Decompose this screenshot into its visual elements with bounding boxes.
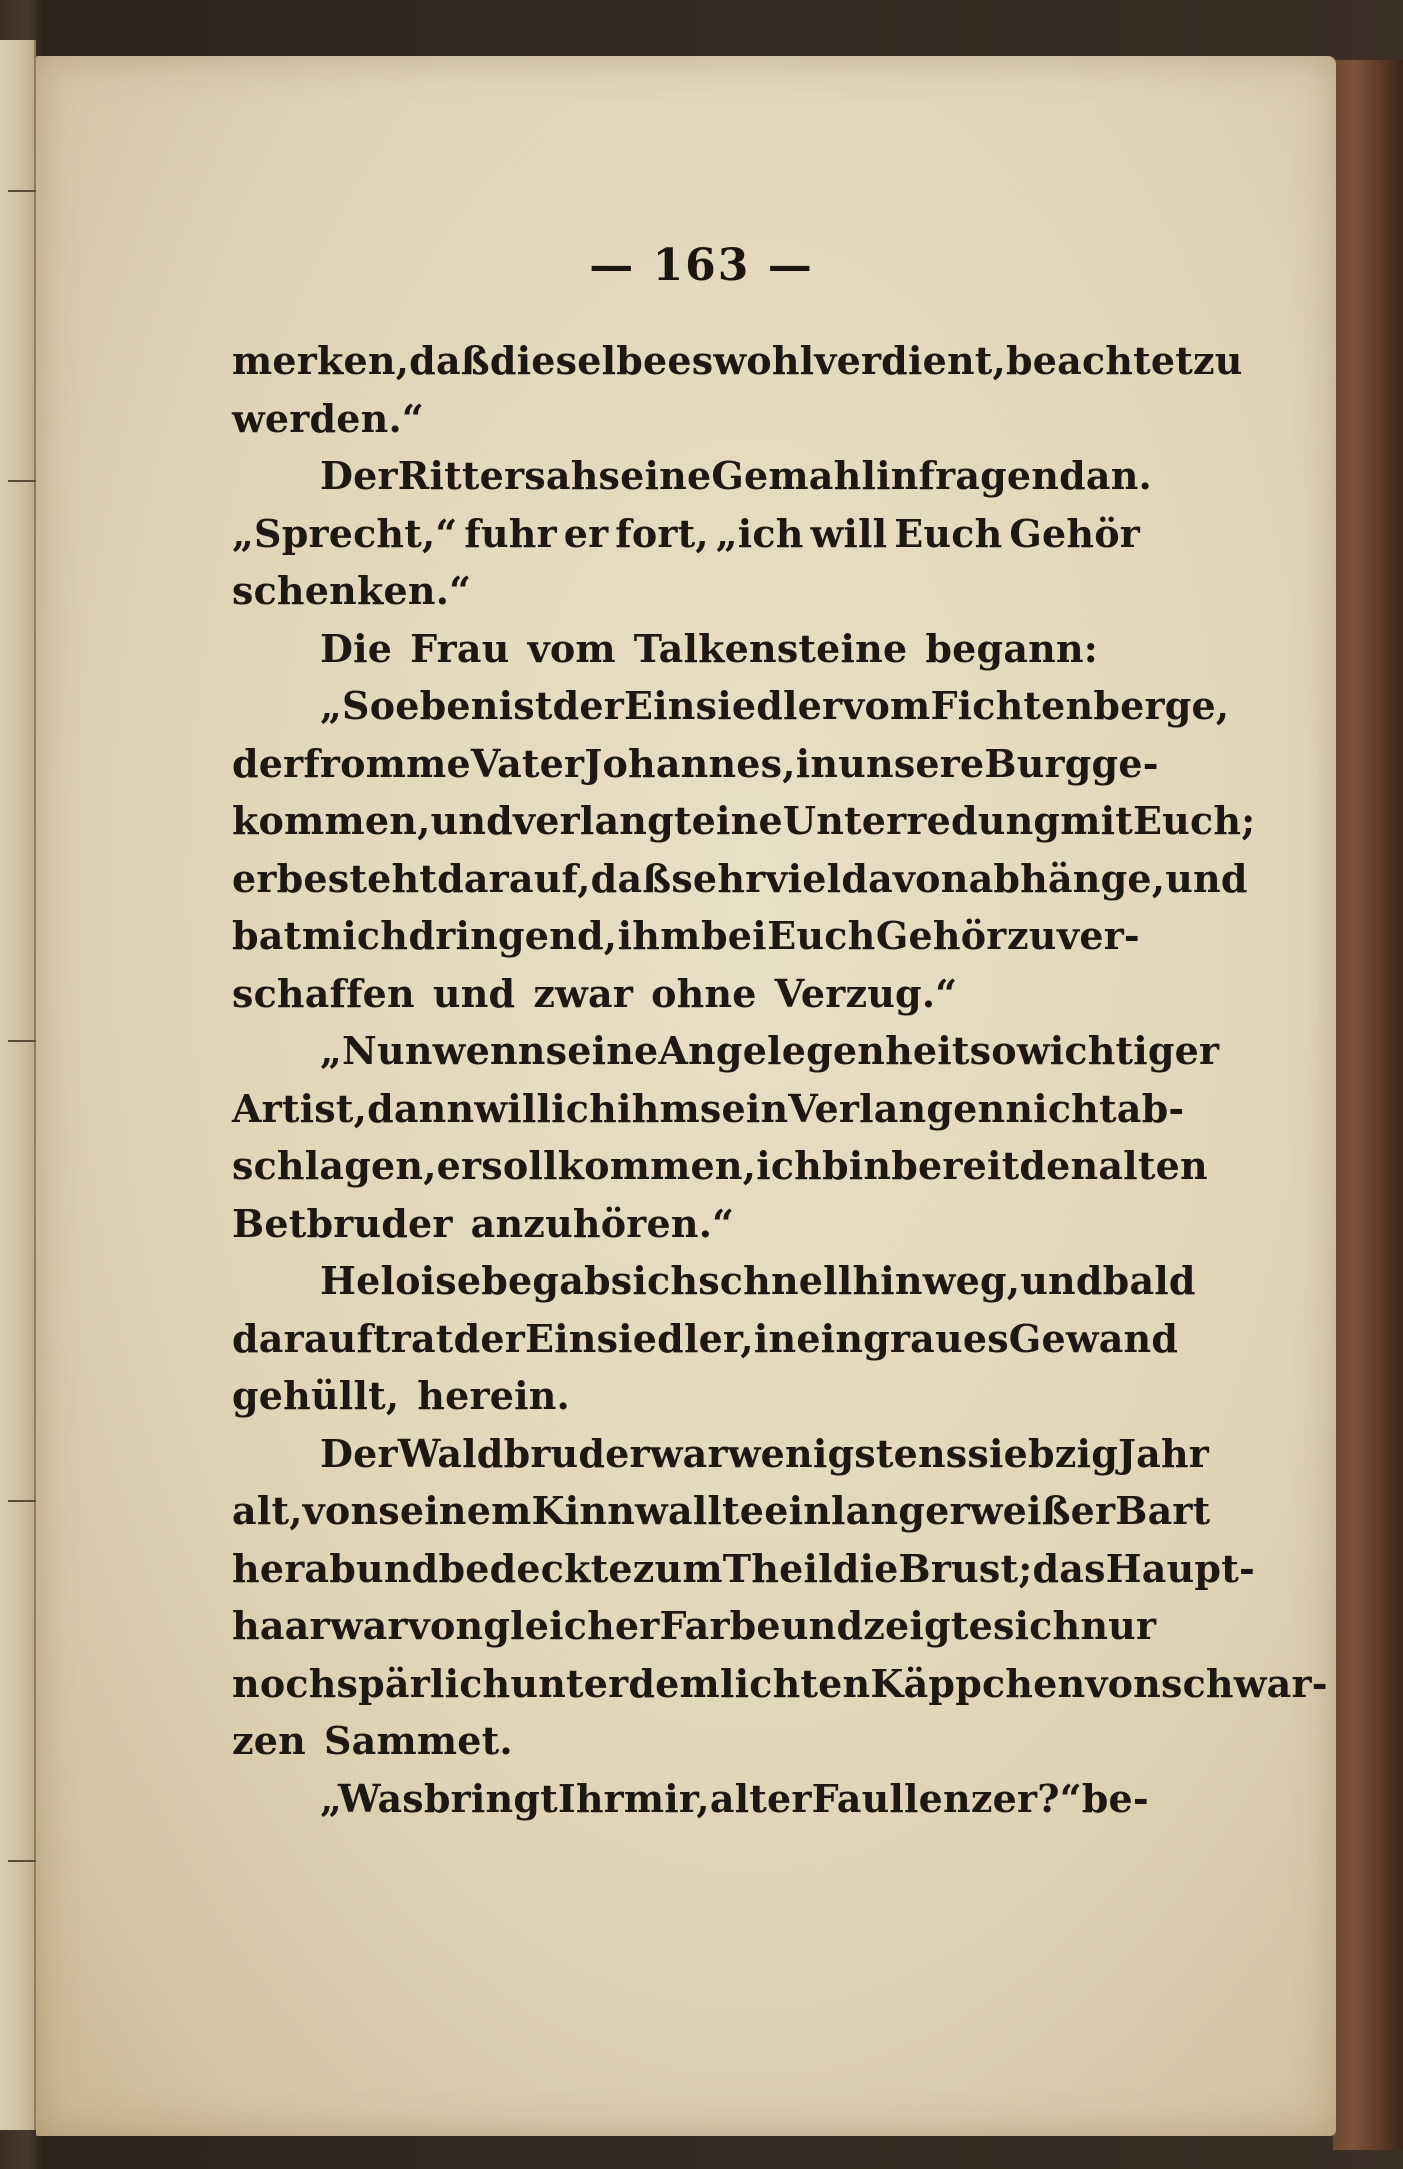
text-line	[232, 1655, 1328, 1713]
word: dieselbe	[489, 338, 668, 383]
binding-stitch	[8, 1860, 38, 1862]
word: Gewand	[1008, 1315, 1179, 1361]
word: und	[1020, 1258, 1103, 1303]
word: ohne	[651, 970, 757, 1016]
word: unter	[510, 1660, 629, 1706]
word: gehüllt,	[232, 1373, 400, 1418]
word: Verlangen	[788, 1085, 1006, 1131]
word: Ritter	[397, 453, 525, 498]
word: noch	[232, 1660, 337, 1706]
word: davon	[841, 855, 969, 901]
text-line	[232, 447, 1152, 505]
word: Der	[320, 453, 398, 498]
text-line	[232, 1712, 1140, 1770]
word: und	[780, 1603, 864, 1648]
word: von	[1085, 1660, 1161, 1706]
word: Heloise	[320, 1258, 482, 1303]
binding-stitch	[8, 480, 38, 482]
word: zwar	[533, 970, 634, 1016]
word: Farbe	[659, 1603, 781, 1648]
word: und	[1165, 855, 1248, 901]
text-line	[232, 792, 1256, 850]
word: fromme	[303, 740, 471, 786]
word: ich	[756, 1143, 822, 1188]
word: Verzug.“	[774, 970, 958, 1016]
word: mit	[1060, 798, 1133, 843]
word: wichtiger	[1016, 1028, 1220, 1073]
word: bin	[822, 1143, 892, 1188]
word: ich	[551, 1085, 617, 1131]
word: Vater	[470, 740, 585, 786]
word: schaffen	[232, 970, 415, 1016]
word: Sammet.	[323, 1718, 513, 1763]
word: be-	[1081, 1775, 1149, 1821]
text-line	[232, 907, 1140, 965]
word: von	[302, 1488, 379, 1533]
word: alt,	[232, 1488, 303, 1533]
word: „Soeben	[320, 683, 499, 728]
text-line	[232, 1482, 1211, 1540]
word: Unterredung	[782, 798, 1061, 843]
word: will	[474, 1085, 552, 1131]
word: fragend	[918, 453, 1086, 498]
word: werden.“	[232, 395, 424, 441]
text-line	[232, 965, 1140, 1023]
word: wohlverdient,	[713, 338, 1006, 383]
text-line	[232, 1195, 1140, 1253]
word: wenn	[432, 1028, 546, 1073]
word: zu	[1193, 338, 1243, 383]
word: schwar-	[1161, 1660, 1328, 1706]
word: er	[563, 510, 609, 556]
word: bei	[700, 913, 767, 958]
text-line	[232, 850, 1248, 908]
word: seine	[545, 1028, 659, 1073]
word: der	[453, 1315, 525, 1361]
word: darauf,	[437, 855, 591, 901]
word: verlangt	[512, 798, 692, 843]
word: Jahr	[1117, 1430, 1210, 1476]
word: ver-	[1057, 913, 1140, 958]
word: siebzig	[967, 1430, 1118, 1476]
text-line	[232, 1137, 1208, 1195]
word: besteht	[276, 855, 438, 901]
body-text	[232, 332, 1328, 1827]
word: sehr	[671, 855, 766, 901]
word: „Sprecht,“	[232, 510, 458, 556]
word: Waldbruder	[397, 1430, 650, 1476]
text-line	[232, 1597, 1157, 1655]
word: unsere	[838, 740, 985, 786]
word: lichten	[719, 1660, 871, 1706]
word: und	[430, 798, 513, 843]
word: „ich	[715, 510, 804, 556]
word: zeigte	[863, 1603, 993, 1648]
text-line	[232, 1022, 1220, 1080]
binding-stitch	[8, 1500, 38, 1502]
word: sah	[524, 453, 599, 498]
word: „Was	[320, 1775, 424, 1821]
word: seinem	[378, 1488, 532, 1533]
word: dem	[628, 1660, 720, 1706]
text-line	[232, 735, 1159, 793]
word: bringt	[423, 1775, 558, 1821]
word: das	[1032, 1545, 1106, 1591]
word: Der	[320, 1430, 398, 1476]
word: Käppchen	[870, 1660, 1086, 1706]
word: Euch	[767, 913, 876, 958]
word: darauf	[232, 1315, 374, 1361]
word: Einsiedler	[623, 683, 843, 728]
word: und	[432, 970, 516, 1016]
word: ist,	[299, 1085, 368, 1131]
word: Betbruder	[232, 1200, 453, 1246]
text-line	[232, 1252, 1196, 1310]
word: sich	[610, 1258, 699, 1303]
text-line	[232, 620, 1140, 678]
word: Kinn	[531, 1488, 636, 1533]
text-line	[232, 1540, 1255, 1598]
word: die	[832, 1545, 899, 1591]
word: dringend,	[408, 913, 618, 958]
word: Ihr	[557, 1775, 624, 1821]
text-line	[232, 562, 1140, 620]
leather-cover-edge	[1333, 60, 1403, 2150]
word: ab-	[1116, 1085, 1185, 1131]
text-line	[232, 1310, 1179, 1368]
text-line	[232, 332, 1243, 390]
word: herab	[232, 1545, 357, 1591]
word: weißer	[969, 1488, 1116, 1533]
word: Gehör	[875, 913, 1007, 958]
word: an.	[1085, 453, 1152, 498]
word: Brust;	[898, 1545, 1033, 1591]
word: ihm	[616, 1085, 700, 1131]
word: nur	[1080, 1603, 1157, 1648]
word: alter	[709, 1775, 812, 1821]
word: Theil	[722, 1545, 833, 1591]
word: der	[232, 740, 304, 786]
word: ist	[498, 683, 553, 728]
word: begann:	[925, 625, 1099, 671]
word: ein	[764, 1488, 832, 1533]
word: zen	[232, 1718, 306, 1763]
word: Gehör	[1009, 510, 1140, 556]
word: sein	[699, 1085, 789, 1131]
word: gleicher	[483, 1603, 660, 1648]
word: fort,	[615, 510, 709, 556]
word: mir,	[623, 1775, 710, 1821]
word: seine	[598, 453, 712, 498]
word: der	[552, 683, 624, 728]
text-line	[232, 1770, 1149, 1828]
word: Einsiedler,	[524, 1315, 754, 1361]
word: Faullenzer?“	[811, 1775, 1082, 1821]
word: es	[667, 338, 714, 383]
word: schlagen,	[232, 1143, 437, 1188]
word: wenigstens	[727, 1430, 968, 1476]
word: mich	[301, 913, 409, 958]
word: begab	[481, 1258, 611, 1303]
word: und	[356, 1545, 439, 1591]
word: ein	[796, 1315, 864, 1361]
word: er	[232, 855, 277, 901]
word: Euch;	[1132, 798, 1256, 843]
word: herein.	[417, 1373, 570, 1418]
word: bereit	[891, 1143, 1020, 1188]
word: haar	[232, 1603, 330, 1648]
word: schnell	[698, 1258, 853, 1303]
page-number: — 163 —	[589, 240, 814, 291]
word: zum	[632, 1545, 723, 1591]
word: will	[810, 510, 888, 556]
word: in	[795, 740, 839, 786]
word: daß	[409, 338, 490, 383]
word: Talkensteine	[633, 625, 908, 671]
word: daß	[590, 855, 672, 901]
word: von	[407, 1603, 484, 1648]
word: Art	[232, 1085, 300, 1131]
word: wallte	[635, 1488, 765, 1533]
word: alten	[1098, 1143, 1208, 1188]
word: Johannes,	[584, 740, 796, 786]
word: spärlich	[336, 1660, 511, 1706]
word: langer	[831, 1488, 970, 1533]
word: vom	[527, 625, 616, 671]
word: vom	[842, 683, 931, 728]
text-line	[232, 505, 1140, 563]
word: kommen,	[557, 1143, 757, 1188]
word: zu	[1006, 913, 1057, 958]
word: den	[1019, 1143, 1099, 1188]
word: so	[969, 1028, 1017, 1073]
word: nicht	[1005, 1085, 1117, 1131]
word: schenken.“	[232, 568, 472, 613]
word: Fichtenberge,	[930, 683, 1230, 728]
word: bedeckte	[438, 1545, 633, 1591]
text-line	[232, 677, 1230, 735]
text-line	[232, 1080, 1185, 1138]
word: bald	[1102, 1258, 1196, 1303]
word: Gemahlin	[711, 453, 919, 498]
binding-edge	[0, 40, 36, 2130]
word: soll	[481, 1143, 558, 1188]
word: hinweg,	[852, 1258, 1021, 1303]
word: Burg	[984, 740, 1092, 786]
word: dann	[367, 1085, 475, 1131]
word: Angelegenheit	[658, 1028, 970, 1073]
word: trat	[373, 1315, 454, 1361]
word: kommen,	[232, 798, 431, 843]
word: Bart	[1115, 1488, 1211, 1533]
word: Euch	[894, 510, 1003, 556]
word: viel	[765, 855, 842, 901]
word: sich	[992, 1603, 1081, 1648]
text-line	[232, 1367, 1140, 1425]
word: anzuhören.“	[470, 1200, 735, 1246]
word: Haupt-	[1105, 1545, 1255, 1591]
text-line	[232, 1425, 1210, 1483]
word: ihm	[617, 913, 701, 958]
word: eine	[691, 798, 783, 843]
word: war	[649, 1430, 728, 1476]
binding-stitch	[8, 1040, 38, 1042]
word: abhänge,	[968, 855, 1166, 901]
word: bat	[232, 913, 302, 958]
word: „Nun	[320, 1028, 433, 1073]
word: ge-	[1091, 740, 1159, 786]
binding-stitch	[8, 190, 38, 192]
text-line	[232, 390, 1140, 448]
word: war	[329, 1603, 408, 1648]
word: er	[436, 1143, 482, 1188]
word: fuhr	[464, 510, 557, 556]
word: Die	[320, 625, 393, 671]
word: in	[753, 1315, 797, 1361]
word: graues	[863, 1315, 1009, 1361]
word: beachtet	[1005, 338, 1193, 383]
word: merken,	[232, 338, 410, 383]
word: Frau	[410, 625, 510, 671]
